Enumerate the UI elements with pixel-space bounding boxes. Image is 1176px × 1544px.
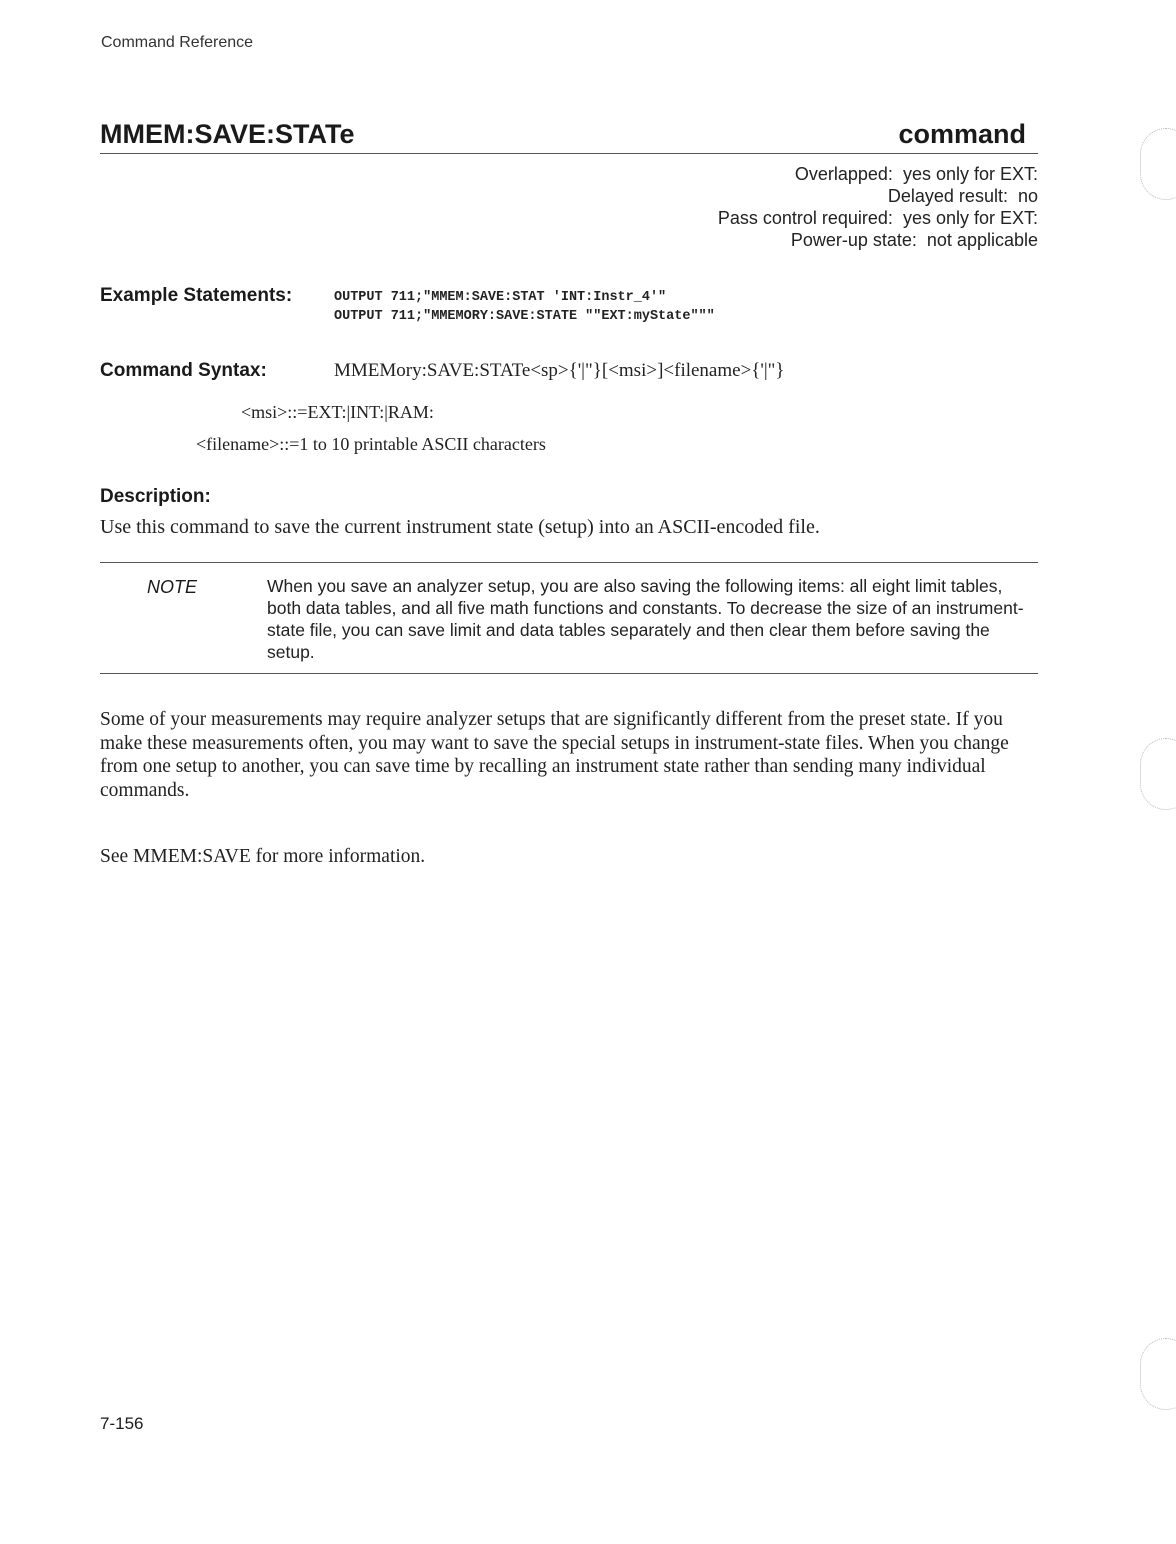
- property-label: Pass control required:: [717, 208, 893, 228]
- description-text: Use this command to save the current instrument state (setup) into an ASCII-encoded file.: [100, 516, 820, 538]
- property-value: yes only for EXT:: [902, 208, 1038, 228]
- filename-definition: <filename>::=1 to 10 printable ASCII characters: [196, 434, 546, 454]
- punch-hole-bottom: [1140, 1338, 1176, 1410]
- property-value: not applicable: [926, 230, 1038, 250]
- punch-hole-middle: [1140, 738, 1176, 810]
- command-title: MMEM:SAVE:STATe: [100, 119, 355, 149]
- property-delayed-result: [718, 185, 1038, 207]
- property-value: yes only for EXT:: [902, 164, 1038, 184]
- note-bottom-rule: [100, 673, 1038, 674]
- command-kind: command: [898, 119, 1026, 149]
- property-pass-control: [718, 207, 1038, 229]
- property-overlapped: [718, 163, 1038, 185]
- property-label: Overlapped:: [794, 164, 893, 184]
- description-label: Description:: [100, 486, 211, 507]
- body-paragraph: Some of your measurements may require analyzer setups that are significantly different from the preset state. If you make these measurements often, you may want to save the special setups in instrument-state files. When you change from one setup to another, you can save time by recalling an instrument state rather than sending many individual commands.: [100, 709, 1009, 801]
- example-line-1: OUTPUT 711;"MMEM:SAVE:STAT 'INT:Instr_4'": [334, 290, 667, 305]
- see-also-text: See MMEM:SAVE for more information.: [100, 846, 426, 867]
- note-text: When you save an analyzer setup, you are also saving the following items: all eight limit tables, both data tables, and all five math functions and constants. To decrease the size of an instrument-state file, you can save limit and data tables separately and then clear them before saving the setup.: [267, 576, 1024, 662]
- property-value: no: [1017, 186, 1038, 206]
- command-properties: [718, 163, 1038, 251]
- property-power-up-state: [718, 229, 1038, 251]
- msi-definition: <msi>::=EXT:|INT:|RAM:: [241, 402, 434, 422]
- running-header: Command Reference: [101, 34, 254, 51]
- syntax-label: Command Syntax:: [100, 360, 267, 381]
- punch-hole-top: [1140, 128, 1176, 200]
- example-line-2: OUTPUT 711;"MMEMORY:SAVE:STATE ""EXT:myState""": [334, 309, 715, 324]
- syntax-text: MMEMory:SAVE:STATe<sp>{'|"}[<msi>]<filename>{'|"}: [334, 360, 785, 381]
- property-label: Power-up state:: [790, 230, 917, 250]
- example-label: Example Statements:: [100, 285, 293, 306]
- title-divider: [100, 153, 1038, 154]
- note-label: NOTE: [147, 577, 198, 597]
- property-label: Delayed result:: [887, 186, 1008, 206]
- page-number: 7-156: [100, 1414, 144, 1433]
- note-top-rule: [100, 562, 1038, 563]
